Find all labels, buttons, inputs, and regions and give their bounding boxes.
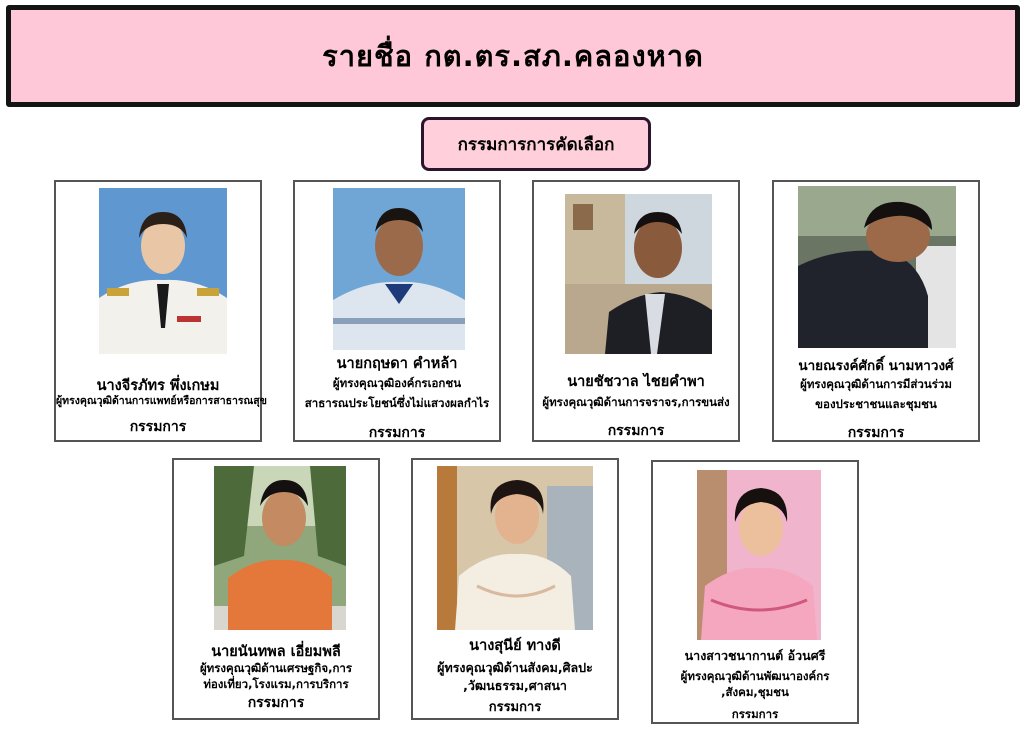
member-photo [798,186,956,348]
section-label-text: กรรมการการคัดเลือก [457,134,615,155]
member-card [772,180,980,442]
member-photo [99,188,227,354]
member-name: นายชัชวาล ไชยคำพา [567,374,705,390]
member-card [293,180,501,442]
page-title-banner [6,5,1020,107]
member-role: กรรมการ [488,700,542,715]
member-qualification: ผู้ทรงคุณวุฒิด้านเศรษฐกิจ,การ [199,661,353,675]
member-photo [214,466,346,630]
member-card [651,460,859,724]
member-role: กรรมการ [368,425,426,441]
member-photo [565,194,712,354]
member-qualification-line2: ,วัฒนธรรม,ศาสนา [463,678,567,693]
member-qualification: ผู้ทรงคุณวุฒิด้านพัฒนาองค์กร [680,669,830,683]
member-role: กรรมการ [129,419,187,435]
member-card [532,180,740,442]
member-role: กรรมการ [247,695,305,711]
member-photo [697,470,821,640]
page-title: รายชื่อ กต.ตร.สภ.คลองหาด [322,39,704,73]
section-label [421,117,651,171]
member-qualification: ผู้ทรงคุณวุฒิด้านสังคม,ศิลปะ [437,660,593,675]
member-qualification: ผู้ทรงคุณวุฒิด้านการแพทย์หรือการสาธารณสุข [56,395,267,407]
member-photo [333,188,465,350]
member-role: กรรมการ [847,425,905,441]
member-qualification-line2: ของประชาชนและชุมชน [815,397,937,411]
member-qualification: ผู้ทรงคุณวุฒิด้านการมีส่วนร่วม [800,377,952,391]
member-photo [437,466,593,630]
member-name: นายณรงค์ศักดิ์ นามหาวงศ์ [798,358,954,374]
member-role: กรรมการ [731,707,779,721]
member-card [54,180,267,442]
member-qualification-line2: ท่องเที่ยว,โรงแรม,การบริการ [203,677,349,691]
member-name: นายนันทพล เอี่ยมพลี [211,644,341,660]
member-qualification: ผู้ทรงคุณวุฒิด้านการจราจร,การขนส่ง [542,395,730,409]
member-name: นางสาวชนากานต์ อ้วนศรี [684,648,826,663]
member-card [172,458,380,720]
member-qualification: ผู้ทรงคุณวุฒิองค์กรเอกชน [332,376,462,390]
member-qualification-line2: ,สังคม,ชุมชน [721,685,789,699]
member-name: นางสุนีย์ ทางดี [469,638,561,654]
member-role: กรรมการ [607,423,665,439]
member-name: นางจีรภัทร พึ่งเกษม [96,378,220,394]
member-card [411,458,619,720]
member-qualification-line2: สาธารณประโยชน์ซึ่งไม่แสวงผลกำไร [304,396,490,410]
member-name: นายกฤษดา คำหล้า [336,356,458,372]
